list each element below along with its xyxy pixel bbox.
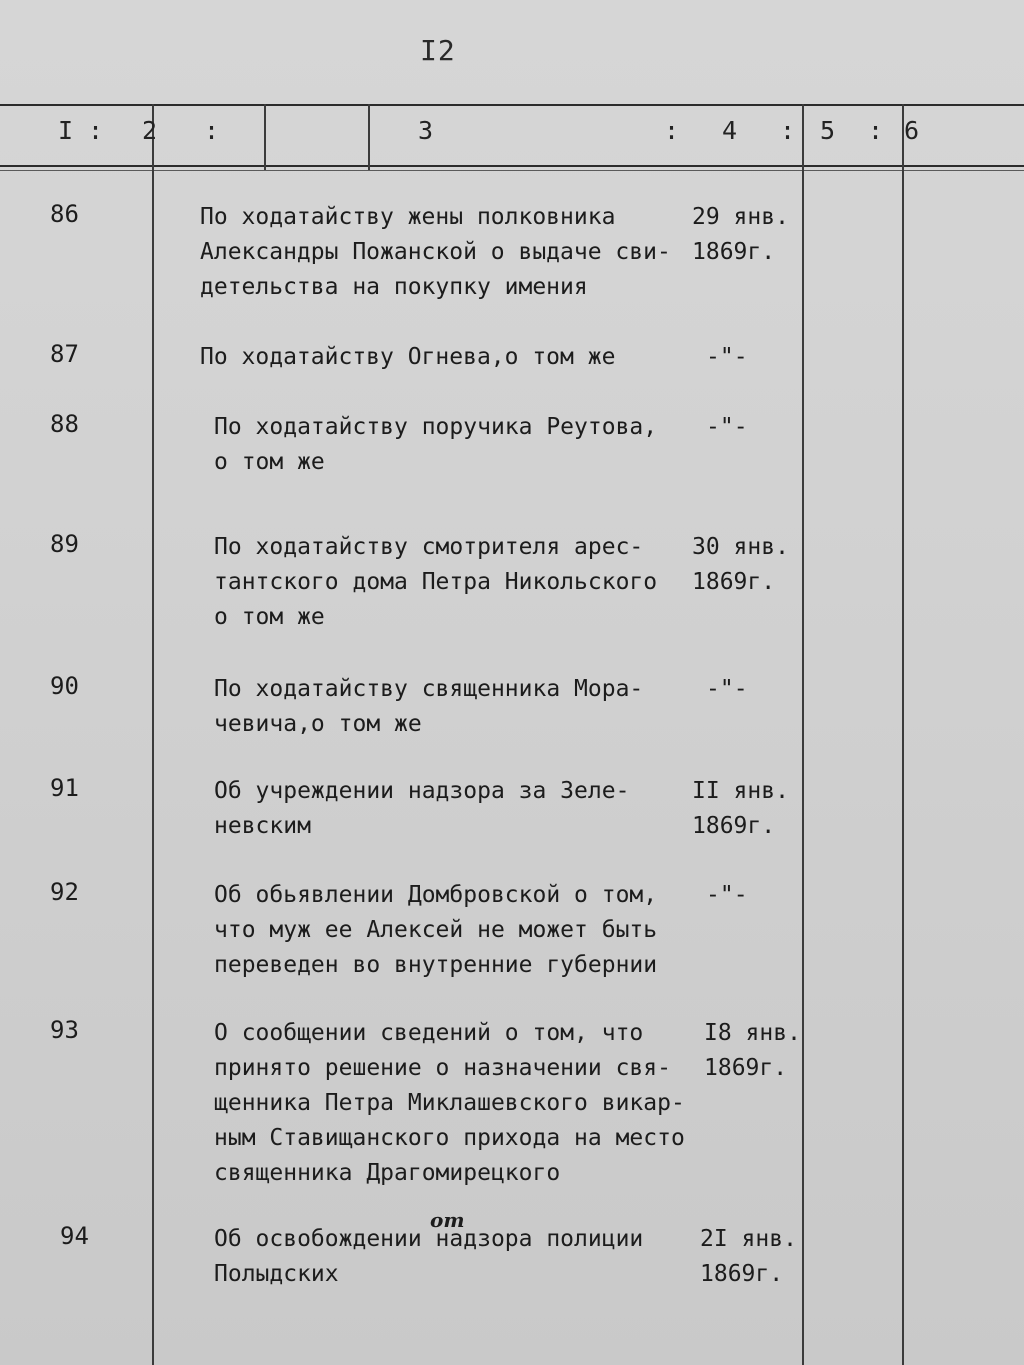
column-header-sep: :	[664, 116, 680, 145]
entry-number: 87	[50, 340, 79, 368]
entry-date: 2I янв. 1869г.	[700, 1226, 797, 1287]
column-header-2: 2	[142, 116, 158, 145]
column-header-4: 4	[722, 116, 738, 145]
entry-date: 30 янв. 1869г.	[692, 534, 789, 595]
column-header-sep: :	[868, 116, 884, 145]
handwritten-correction: от	[430, 1208, 465, 1232]
entry-date: -"-	[706, 882, 748, 908]
entry-number: 89	[50, 530, 79, 558]
column-header-6: 6	[904, 116, 920, 145]
entry-number: 90	[50, 672, 79, 700]
entry-date: -"-	[706, 676, 748, 702]
entry-description: Об освобождении надзора полиции Полыдских	[214, 1226, 644, 1287]
entry-description: Об учреждении надзора за Зеле- невским	[214, 778, 630, 839]
column-header-sep: :	[204, 116, 220, 145]
column-header-5: 5	[820, 116, 836, 145]
column-header-1: I	[58, 116, 74, 145]
entry-date: 29 янв. 1869г.	[692, 204, 789, 265]
column-divider-3	[368, 104, 370, 170]
column-divider-2	[264, 104, 266, 170]
entry-number: 88	[50, 410, 79, 438]
entry-description: О сообщении сведений о том, что принято решение о назначении свя- щенника Петра Миклашевского викар- ным Ставищанского прихода на место священника Драгомирецкого	[214, 1020, 685, 1186]
column-divider-1	[152, 104, 154, 1365]
entry-number: 94	[60, 1222, 89, 1250]
column-header-sep: :	[88, 116, 104, 145]
column-divider-4	[802, 104, 804, 1365]
entry-description: По ходатайству жены полковника Александры Пожанской о выдаче сви- детельства на покупку имения	[200, 204, 671, 300]
entry-number: 91	[50, 774, 79, 802]
page-number: I2	[420, 34, 456, 67]
entry-date: I8 янв. 1869г.	[704, 1020, 801, 1081]
entry-number: 93	[50, 1016, 79, 1044]
entry-number: 86	[50, 200, 79, 228]
entry-description: По ходатайству смотрителя арес- тантского дома Петра Никольского о том же	[214, 534, 658, 630]
entry-number: 92	[50, 878, 79, 906]
column-divider-5	[902, 104, 904, 1365]
column-header-sep: :	[780, 116, 796, 145]
entry-description: По ходатайству Огнева,о том же	[200, 344, 616, 370]
entry-date: II янв. 1869г.	[692, 778, 789, 839]
entry-date: -"-	[706, 344, 748, 370]
entry-description: По ходатайству священника Мора- чевича,о том же	[214, 676, 644, 737]
entry-date: -"-	[706, 414, 748, 440]
entry-description: По ходатайству поручика Реутова, о том же	[214, 414, 658, 475]
column-header-3: 3	[418, 116, 434, 145]
entry-description: Об обьявлении Домбровской о том, что муж ее Алексей не может быть переведен во внутренние губернии	[214, 882, 658, 978]
